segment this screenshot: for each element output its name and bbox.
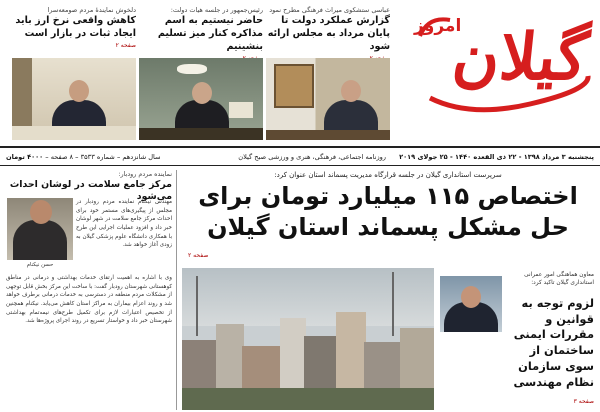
teaser-headline[interactable]: گزارش عملکرد دولت تا پایان مرداد به مجلس ارائه شود <box>267 15 390 53</box>
logo-subtitle: امروز <box>414 16 462 36</box>
right-story-kicker: معاون هماهنگی امور عمرانی استانداری گیلان تاکید کرد: <box>524 272 594 287</box>
newspaper-description: روزنامه اجتماعی، فرهنگی، هنری و ورزشی صبح گیلان <box>238 152 386 161</box>
issue-meta: سال شانزدهم – شماره ۳۵۳۳ – ۸ صفحه – ۴۰۰۰ تومان <box>6 152 161 161</box>
masthead <box>0 0 600 144</box>
left-story[interactable] <box>6 170 172 410</box>
teaser-story-3[interactable] <box>12 6 136 134</box>
left-story-headline[interactable]: مرکز جامع سلامت در لوشان احداث می‌شود <box>9 179 172 203</box>
teaser-photo-official-office <box>266 58 390 140</box>
issue-date-bar <box>0 146 600 166</box>
logo-title: گیلان <box>449 20 592 95</box>
teaser-story-2[interactable] <box>139 6 263 134</box>
newspaper-logo[interactable] <box>410 6 596 138</box>
column-divider <box>176 170 177 410</box>
issue-number: شماره ۳۵۳۳ <box>80 152 115 161</box>
teaser-page-ref: صفحه ۲ <box>115 42 136 50</box>
left-story-kicker: نماینده مردم رودبار: <box>118 170 172 178</box>
issue-year: سال شانزدهم <box>122 152 161 161</box>
right-story-headline[interactable]: لزوم توجه به قوانین و مقررات ایمنی ساختمان از سوی سازمان نظام مهندسی <box>513 296 594 389</box>
left-story-caption: حسن نیکنام <box>26 262 54 268</box>
left-story-body: مهندس نیکنام نماینده مردم رودبار در مجلس از پیگیری‌های مستمر خود برای احداث مرکز جامع سلامت در شهر لوشان خبر داد و افزود عملیات اجرایی این طرح با همکاری دانشگاه علوم پزشکی گیلان به زودی آغاز خواهد شد. <box>76 199 172 249</box>
main-story-page-ref: صفحه ۲ <box>188 252 209 259</box>
right-story-portrait <box>440 276 502 332</box>
issue-price: ۴۰۰۰ تومان <box>6 152 44 161</box>
issue-pages: ۸ صفحه <box>50 152 74 161</box>
teaser-story-1[interactable] <box>266 6 390 134</box>
left-story-body-continued: وی با اشاره به اهمیت ارتقای خدمات بهداشتی و درمانی در مناطق کوهستانی شهرستان رودبار گفت: با ساخت این مرکز بخش قابل توجهی از مشکلات مردم منطقه در دسترسی به خدمات درمانی برطرف خواهد شد و روند اعزام بیماران به مراکز استان کاهش می‌یابد. نیکنام همچنین از تخصیص اعتبارات لازم برای تکمیل طرح‌های نیمه‌تمام بهداشتی شهرستان خبر داد و خواستار تسریع در روند اجرای پروژه‌ها شد. <box>6 275 172 325</box>
left-story-portrait <box>7 198 73 260</box>
teaser-kicker: دلخوش نمایندهٔ مردم صومعه‌سرا <box>47 6 136 14</box>
teaser-photo-cabinet-meeting <box>139 58 263 140</box>
issue-date: پنجشنبه ۳ مرداد ۱۳۹۸ - ۲۲ ذی القعده ۱۴۴۰ - ۲۵ جولای ۲۰۱۹ <box>399 152 594 161</box>
main-story-headline[interactable]: اختصاص ۱۱۵ میلیارد تومان برای حل مشکل پسماند استان گیلان <box>198 182 578 241</box>
teaser-photo-parliament <box>12 58 136 140</box>
main-story-kicker: سرپرست استانداری گیلان در جلسه قرارگاه مدیریت پسماند استان عنوان کرد: <box>274 171 502 179</box>
right-story-page-ref: صفحه ۳ <box>573 398 594 405</box>
teaser-kicker: رئیس‌جمهور در جلسه هیات دولت: <box>170 6 263 14</box>
teaser-kicker: عباسی ستشکوی میراث فرهنگی مطرح نمود <box>269 6 390 14</box>
main-story-city-photo <box>182 268 434 410</box>
teaser-headline[interactable]: کاهش واقعی نرخ ارز باید ایجاد ثبات در بازار است <box>15 15 136 40</box>
teaser-headline[interactable]: حاضر نیستیم به اسم مذاکره کنار میز تسلیم بنشینیم <box>157 15 263 53</box>
